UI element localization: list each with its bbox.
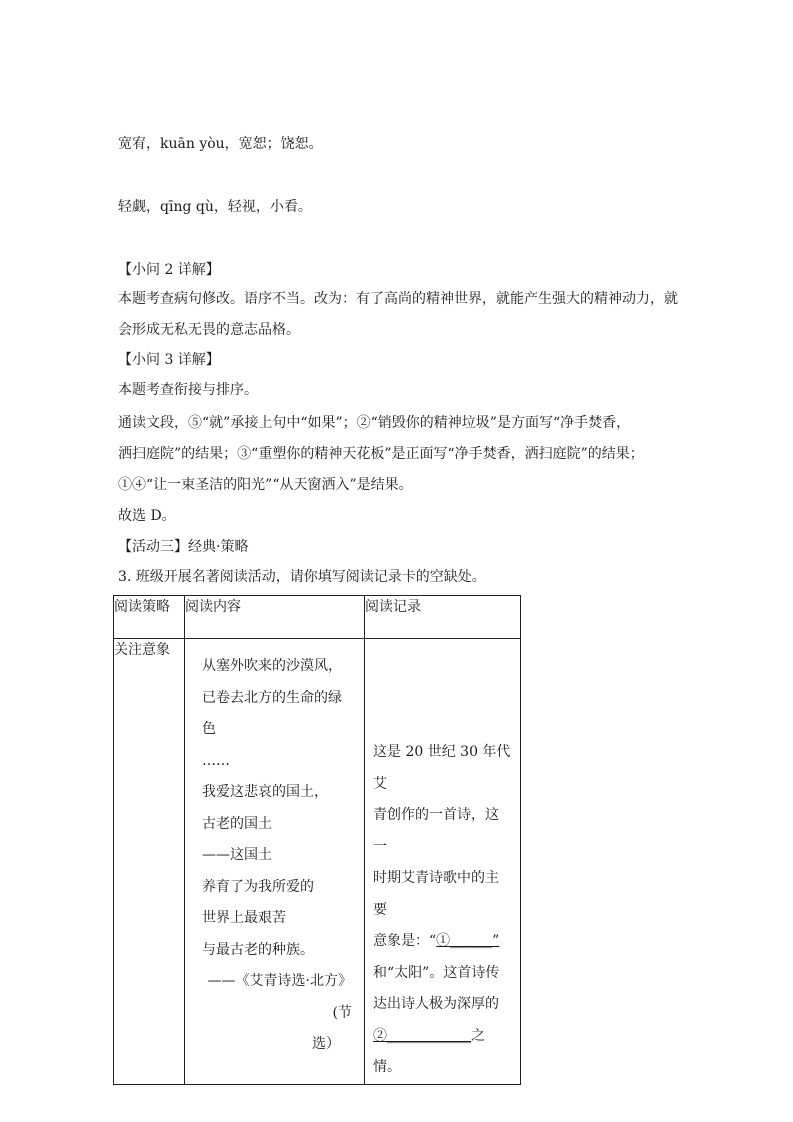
record-cell <box>365 639 521 1085</box>
reading-record-table <box>113 595 521 1085</box>
poem-cell <box>185 639 365 1085</box>
question-text: 3. 班级开展名著阅读活动，请你填写阅读记录卡的空缺处。 <box>118 569 486 585</box>
record-line: 和“太阳”。这首诗传 <box>373 964 500 981</box>
answer-blank-2[interactable]: ②____________ <box>373 1027 471 1044</box>
strategy-cell: 关注意象 <box>114 639 185 1085</box>
poem-line: 已卷去北方的生命的绿色 <box>202 689 342 737</box>
text-line: 本题考查病句修改。语序不当。改为：有了高尚的精神世界，就能产生强大的精神动力，就 <box>118 291 678 307</box>
record-line: 达出诗人极为深厚的 <box>373 996 499 1012</box>
text-line: 通读文段，⑤“就”承接上句中“如果”；②“销毁你的精神垃圾”是方面写“净手焚香， <box>118 415 631 431</box>
record-line <box>373 926 512 958</box>
header-record: 阅读记录 <box>365 596 521 639</box>
record-line: 这是 20 世纪 30 年代艾 <box>373 744 511 792</box>
section-heading: 【小问 2 详解】 <box>118 262 220 278</box>
table-header-row <box>114 596 521 639</box>
text-line: 会形成无私无畏的意志品格。 <box>118 322 300 338</box>
record-text: 之情。 <box>373 1027 485 1075</box>
section-heading: 【活动三】经典·策略 <box>118 539 249 555</box>
text-line: 洒扫庭院”的结果；③“重塑你的精神天花板”是正面写“净手焚香，洒扫庭院”的结果； <box>118 446 644 462</box>
poem-line: 古老的国土 <box>202 815 272 832</box>
record-line: 时期艾青诗歌中的主要 <box>373 870 499 918</box>
record-line <box>373 1021 512 1084</box>
text-line: 轻觑，qīng qù，轻视，小看。 <box>118 199 312 215</box>
text-line: ①④“让一束圣洁的阳光”“从天窗洒入”是结果。 <box>118 477 413 493</box>
record-line: 青创作的一首诗，这一 <box>373 807 499 855</box>
poem-line: 我爱这悲哀的国土， <box>202 784 328 800</box>
poem-line: 世界上最艰苦 <box>202 910 286 926</box>
header-strategy: 阅读策略 <box>114 596 185 639</box>
table-row <box>114 639 521 1085</box>
poem-line: …… <box>202 752 230 769</box>
record-text: 意象是：“ <box>373 933 437 949</box>
poem-line: 从塞外吹来的沙漠风， <box>202 658 342 674</box>
poem-line: ——这国土 <box>202 847 272 863</box>
poem-line: 养育了为我所爱的 <box>202 878 314 895</box>
poem-source-end: 选） <box>312 1036 340 1052</box>
header-content: 阅读内容 <box>185 596 365 639</box>
text-line: 宽宥，kuān yòu，宽恕；饶恕。 <box>118 136 323 152</box>
text-line: 故选 D。 <box>118 508 176 524</box>
poem-line: 与最古老的种族。 <box>202 941 314 958</box>
text-line: 本题考查衔接与排序。 <box>118 382 258 398</box>
poem-source: ——《艾青诗选·北方》(节 <box>207 973 352 1021</box>
section-heading: 【小问 3 详解】 <box>118 352 220 368</box>
answer-blank-1[interactable]: ①______” <box>436 933 500 949</box>
